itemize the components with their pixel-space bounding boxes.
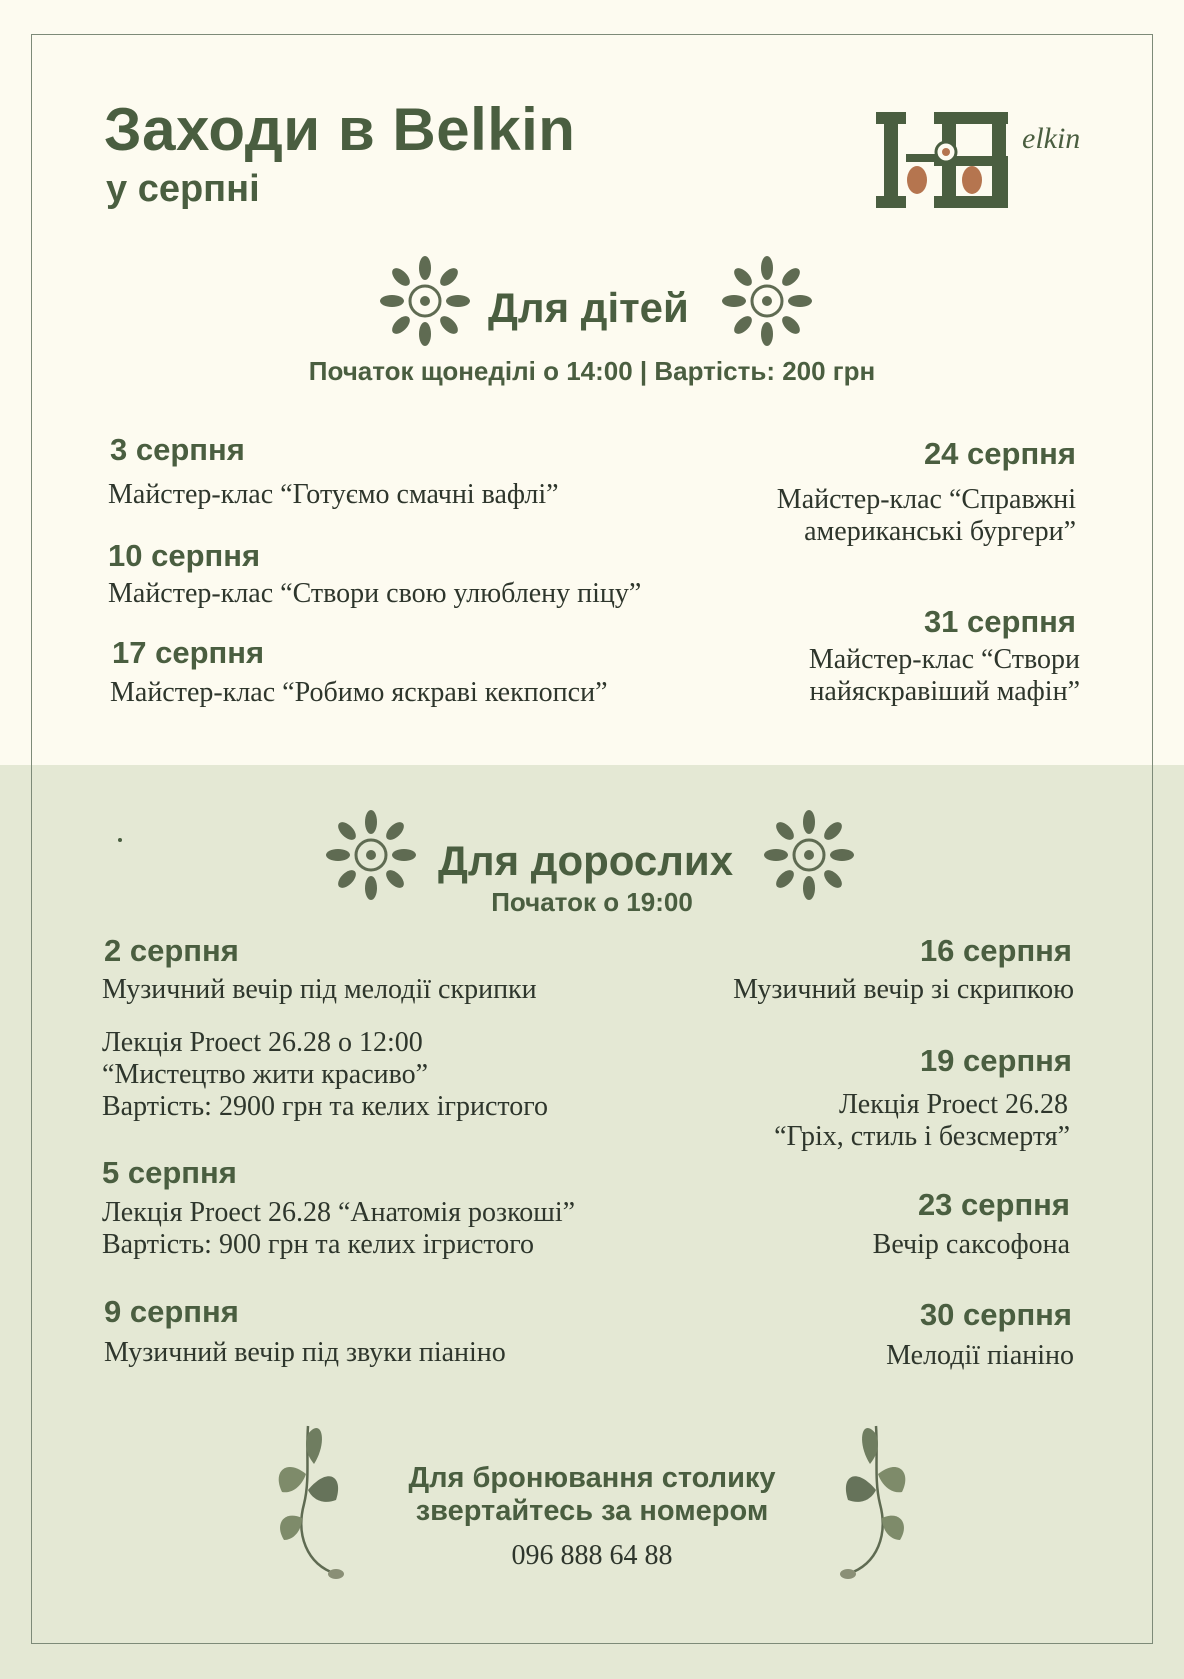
adults-schedule-info: Початок о 19:00 bbox=[491, 887, 693, 917]
adults-event-description: Музичний вечір під звуки піаніно bbox=[104, 1337, 506, 1368]
adults-event-description: Вартість: 900 грн та келих ігристого bbox=[102, 1229, 535, 1260]
kids-event-description: Майстер-клас “Робимо яскраві кекпопси” bbox=[110, 677, 608, 708]
booking-line-2: звертайтесь за номером bbox=[415, 1495, 769, 1527]
adults-event-date: 30 серпня bbox=[919, 1297, 1072, 1332]
adults-event-date: 2 серпня bbox=[104, 933, 239, 968]
floral-ornament-icon bbox=[326, 810, 416, 900]
floral-ornament-icon bbox=[764, 810, 854, 900]
kids-event-description: Майстер-клас “Створи bbox=[808, 644, 1080, 675]
kids-event-description: Майстер-клас “Створи свою улюблену піцу” bbox=[108, 578, 642, 609]
adults-event-date: 9 серпня bbox=[104, 1294, 239, 1329]
adults-event-date: 5 серпня bbox=[102, 1155, 237, 1190]
adults-event-description: Мелодії піаніно bbox=[886, 1340, 1074, 1371]
adults-event-date: 19 серпня bbox=[919, 1043, 1072, 1078]
kids-event-description: Майстер-клас “Справжні bbox=[776, 484, 1076, 515]
kids-event-date: 24 серпня bbox=[923, 436, 1076, 471]
belkin-logo bbox=[872, 108, 1104, 212]
floral-ornament-icon bbox=[380, 256, 470, 346]
kids-event-date: 17 серпня bbox=[112, 635, 265, 670]
adults-section-heading: Для дорослих bbox=[438, 837, 734, 884]
adults-event-description: Лекція Proect 26.28 “Анатомія розкоші” bbox=[102, 1197, 576, 1228]
kids-schedule-info: Початок щонеділі о 14:00 | Вартість: 200 грн bbox=[308, 356, 876, 386]
booking-message bbox=[340, 1462, 844, 1528]
phone-number[interactable]: 096 888 64 88 bbox=[511, 1540, 673, 1571]
page-subtitle: у серпні bbox=[106, 168, 260, 210]
booking-line-1: Для бронювання столику bbox=[408, 1462, 776, 1494]
kids-event-date: 3 серпня bbox=[110, 432, 245, 467]
adults-event-description: Музичний вечір зі скрипкою bbox=[733, 974, 1074, 1005]
adults-event-description: “Гріх, стиль і безсмертя” bbox=[774, 1121, 1070, 1152]
page-title: Заходи в Belkin bbox=[104, 96, 576, 163]
adults-event-description: Музичний вечір під мелодії скрипки bbox=[102, 974, 537, 1005]
adults-event-description: Вечір саксофона bbox=[872, 1229, 1070, 1260]
adults-event-description: Лекція Proect 26.28 bbox=[838, 1089, 1068, 1120]
kids-event-description: американські бургери” bbox=[804, 516, 1076, 547]
decorative-dot bbox=[118, 838, 122, 842]
adults-event-description: Вартість: 2900 грн та келих ігристого bbox=[102, 1091, 549, 1122]
adults-event-date: 16 серпня bbox=[919, 933, 1072, 968]
adults-event-description: Лекція Proect 26.28 о 12:00 bbox=[102, 1027, 423, 1058]
kids-event-description: Майстер-клас “Готуємо смачні вафлі” bbox=[108, 479, 559, 510]
logo-text: elkin bbox=[1022, 122, 1081, 155]
kids-event-date: 10 серпня bbox=[108, 538, 261, 573]
kids-event-description: найяскравіший мафін” bbox=[809, 676, 1080, 707]
adults-event-date: 23 серпня bbox=[917, 1187, 1070, 1222]
adults-event-description: “Мистецтво жити красиво” bbox=[102, 1059, 429, 1090]
kids-event-date: 31 серпня bbox=[923, 604, 1076, 639]
floral-ornament-icon bbox=[722, 256, 812, 346]
leaf-sprig-icon bbox=[828, 1414, 918, 1584]
kids-section-heading: Для дітей bbox=[488, 284, 689, 331]
